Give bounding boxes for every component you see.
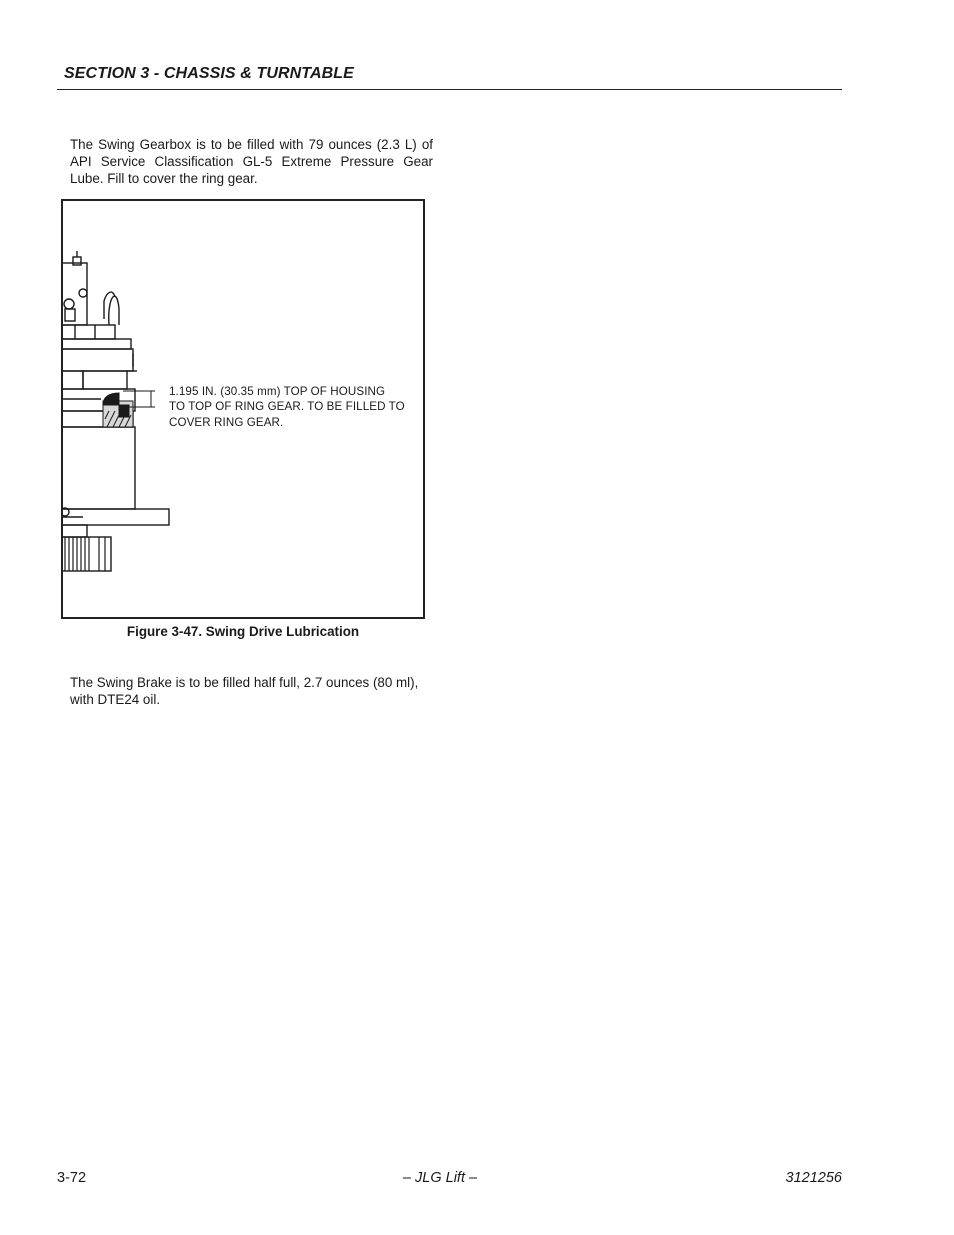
section-title: SECTION 3 - CHASSIS & TURNTABLE [64,65,354,82]
callout-line: COVER RING GEAR. [169,415,284,429]
ring-gear-callout [169,384,419,430]
document-number: 3121256 [785,1170,842,1186]
page-number: 3-72 [57,1170,87,1186]
callout-line: 1.195 IN. (30.35 mm) TOP OF HOUSING [169,385,386,398]
gearbox-fill-paragraph: The Swing Gearbox is to be filled with 79 ounces (2.3 L) of API Service Classification GL-5 Extreme Pressure Gear Lube. Fill to cover the ring gear. [70,137,433,187]
header-divider [57,89,842,90]
figure-caption: Figure 3-47. Swing Drive Lubrication [126,624,360,639]
callout-line: TO TOP OF RING GEAR. TO BE FILLED TO [169,400,405,414]
footer-publisher: – JLG Lift – [402,1170,478,1186]
brake-fill-paragraph: The Swing Brake is to be filled half full, 2.7 ounces (80 ml), with DTE24 oil. [70,675,419,708]
swing-drive-figure [61,199,425,619]
